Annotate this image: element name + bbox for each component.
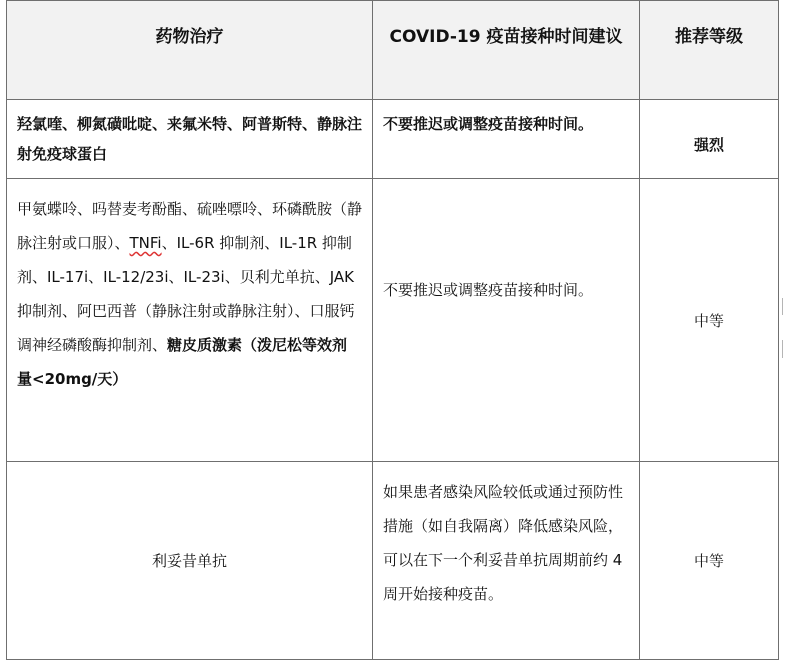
row3-drug: 利妥昔单抗 bbox=[151, 552, 227, 570]
row3-grade: 中等 bbox=[693, 552, 724, 570]
row-divider bbox=[6, 461, 779, 462]
row2-grade: 中等 bbox=[693, 312, 724, 330]
row2-drug-steroid: 糖皮质激素（泼尼松等效剂量<20mg/天） bbox=[17, 336, 348, 388]
table-border-bottom bbox=[6, 659, 779, 660]
row1-drug: 羟氯喹、柳氮磺吡啶、来氟米特、阿普斯特、静脉注射免疫球蛋白 bbox=[17, 115, 363, 163]
header-divider bbox=[6, 99, 779, 100]
row1-grade: 强烈 bbox=[693, 136, 724, 154]
header-grade: 推荐等级 bbox=[675, 27, 743, 47]
row2-drug-text-b: 、IL-6R 抑制剂、IL-1R 抑制剂、IL-17i、IL-12/23i、IL-23i、贝利尤单抗、JAK 抑制剂、阿巴西普（静脉注射或静脉注射）、口服钙调神经磷酸酶抑制剂、 bbox=[17, 234, 355, 354]
column-divider bbox=[372, 0, 373, 660]
table-border-top bbox=[6, 0, 779, 1]
header-timing: COVID-19 疫苗接种时间建议 bbox=[389, 27, 623, 47]
row2-drug bbox=[17, 192, 362, 396]
row1-timing: 不要推迟或调整疫苗接种时间。 bbox=[383, 115, 594, 133]
margin-mark bbox=[782, 298, 783, 315]
row2-drug-text-a: 甲氨蝶呤、吗替麦考酚酯、硫唑嘌呤、环磷酰胺（静脉注射或口服）、 bbox=[17, 200, 363, 252]
row2-timing: 不要推迟或调整疫苗接种时间。 bbox=[383, 281, 594, 299]
header-drug: 药物治疗 bbox=[155, 27, 224, 47]
row2-drug-tnfi: TNFi bbox=[129, 234, 162, 252]
row3-timing: 如果患者感染风险较低或通过预防性措施（如自我隔离）降低感染风险，可以在下一个利妥昔单抗周期前约 4 周开始接种疫苗。 bbox=[383, 483, 624, 603]
margin-mark bbox=[782, 340, 783, 358]
row-divider bbox=[6, 178, 779, 179]
